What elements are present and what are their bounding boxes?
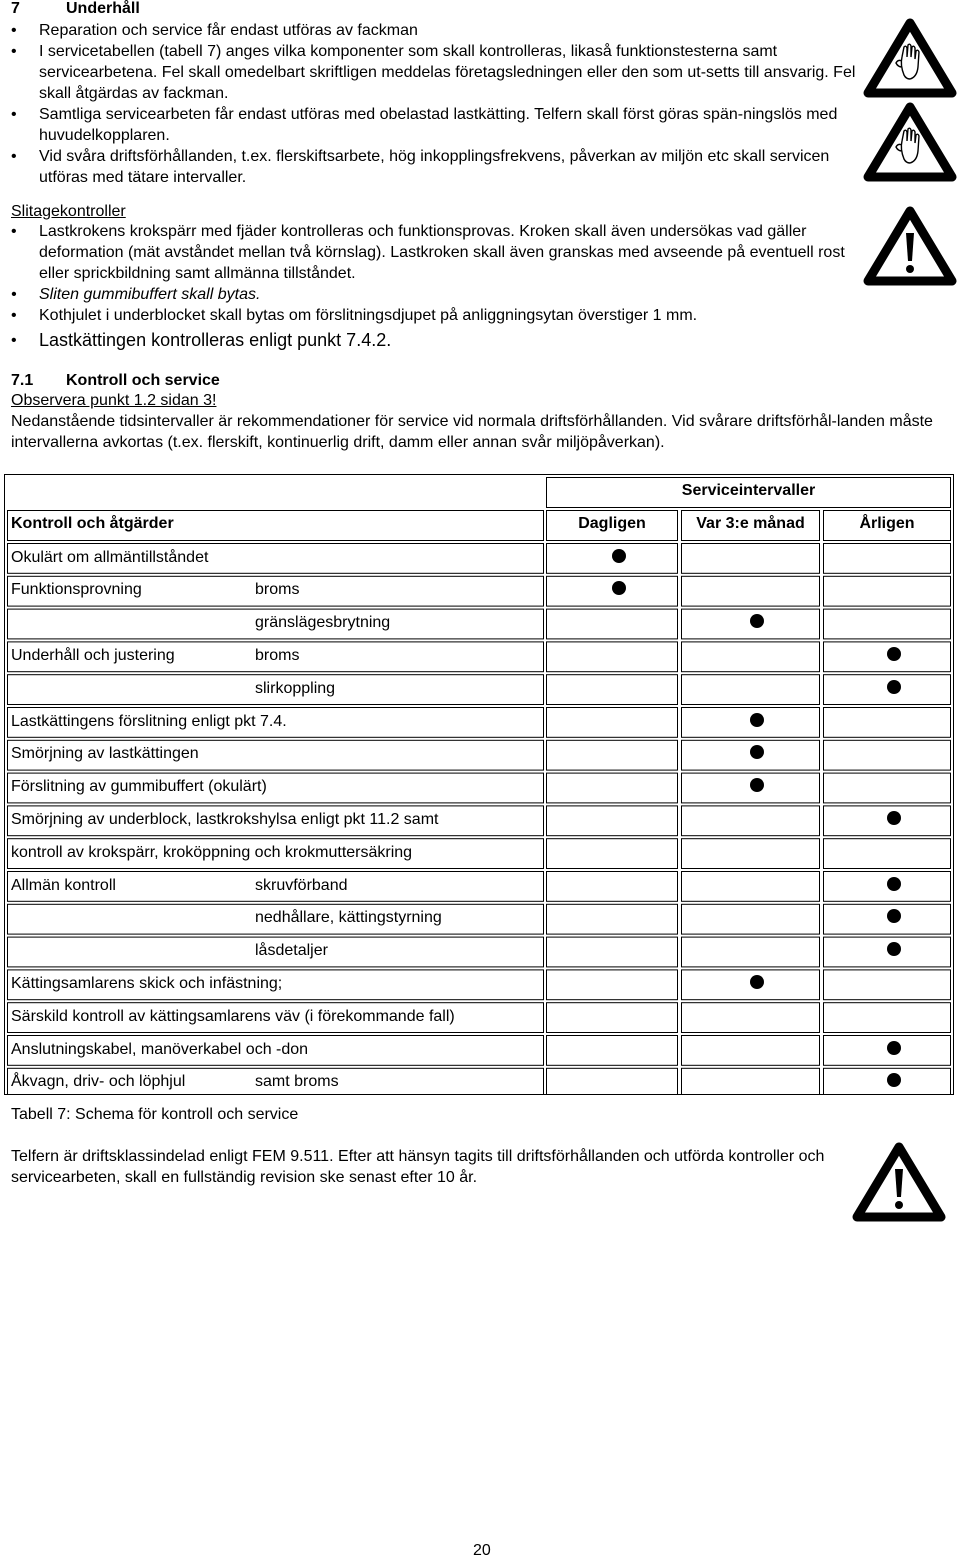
table-cell-box: [682, 1036, 820, 1066]
table-caption: Tabell 7: Schema för kontroll och service: [11, 1106, 299, 1123]
table-cell-box: [824, 773, 951, 803]
row-sublabel: nedhållare, kättingstyrning: [255, 909, 442, 927]
interval-dot-quarterly: [750, 614, 764, 628]
table-cell-box: [547, 1003, 678, 1033]
subsection-title: Kontroll och service: [66, 372, 220, 389]
table-cell-box: [824, 708, 951, 738]
row-label: kontroll av krokspärr, kroköppning och krokmuttersäkring: [11, 843, 413, 861]
table-cell-box: [547, 806, 678, 836]
service-table: [4, 474, 954, 1095]
table-cell-box: [682, 576, 820, 606]
section-title: Underhåll: [66, 0, 140, 17]
row-sublabel: gränslägesbrytning: [255, 614, 391, 632]
row-sublabel: skruvförband: [255, 876, 348, 894]
table-cell-box: [682, 937, 820, 967]
table-cell-box: [682, 675, 820, 705]
row-sublabel: broms: [255, 581, 300, 599]
table-cell-box: [682, 872, 820, 902]
interval-dot-yearly: [887, 877, 901, 891]
subsection-heading: [11, 370, 220, 391]
column-header-daily: Dagligen: [578, 515, 646, 532]
list-item: • I servicetabellen (tabell 7) anges vilka komponenter som skall kontrolleras, likaså funktionstesterna samt servicearbetena. Fel skall omedelbart skriftligen meddelas företagsledningen eller den som ut-setts till ansvarig. Fel skall åtgärdas av fackman.: [11, 41, 856, 104]
interval-dot-quarterly: [750, 778, 764, 792]
interval-dot-yearly: [887, 680, 901, 694]
table-cell-box: [547, 740, 678, 770]
exclamation-warning-icon: [851, 1141, 947, 1223]
subsection-number: 7.1: [11, 372, 34, 389]
column-header-main: Kontroll och åtgärder: [11, 515, 174, 532]
exclamation-warning-icon: [862, 205, 958, 287]
table-cell-box: [824, 839, 951, 869]
table-cell-box: [547, 937, 678, 967]
column-header-yearly: Årligen: [859, 515, 915, 532]
list-item: • Lastkättingen kontrolleras enligt punkt 7.4.2.: [11, 326, 856, 352]
interval-dot-yearly: [887, 647, 901, 661]
table-cell-box: [547, 839, 678, 869]
table-cell-box: [547, 904, 678, 934]
section-number: 7: [11, 0, 20, 17]
table-cell-box: [547, 642, 678, 672]
list-item: • Kothjulet i underblocket skall bytas om förslitningsdjupet på anliggningsytan överstiger 1 mm.: [11, 305, 856, 326]
row-label: Allmän kontroll: [11, 876, 116, 894]
row-label: Åkvagn, driv- och löphjul: [11, 1073, 186, 1091]
wear-bullet-list: [11, 221, 856, 352]
hand-warning-icon: [862, 101, 958, 183]
row-label: Funktionsprovning: [11, 581, 142, 599]
interval-dot-quarterly: [750, 713, 764, 727]
table-cell-box: [547, 872, 678, 902]
interval-dot-yearly: [887, 942, 901, 956]
table-cell-box: [824, 544, 951, 574]
row-label: Underhåll och justering: [11, 646, 175, 664]
table-cell-box: [547, 609, 678, 639]
row-label: Smörjning av underblock, lastkrokshylsa enligt pkt 11.2 samt: [11, 810, 439, 828]
list-item: • Samtliga servicearbeten får endast utföras med obelastad lastkätting. Telfern skall först göras spän-ningslös med huvudelkopplaren.: [11, 104, 856, 146]
row-label: Anslutningskabel, manöverkabel och -don: [11, 1040, 309, 1058]
table-cell-box: [824, 609, 951, 639]
row-label: Kättingsamlarens skick och infästning;: [11, 974, 283, 992]
interval-dot-yearly: [887, 1041, 901, 1055]
row-sublabel: samt broms: [255, 1073, 339, 1091]
list-item: • Sliten gummibuffert skall bytas.: [11, 284, 856, 305]
row-label: Smörjning av lastkättingen: [11, 745, 199, 763]
table-cell-box: [547, 1068, 678, 1095]
table-cell-box: [682, 904, 820, 934]
table-cell-box: [682, 1003, 820, 1033]
row-label: Särskild kontroll av kättingsamlarens väv (i förekommande fall): [11, 1007, 455, 1025]
table-cell-box: [682, 642, 820, 672]
row-sublabel: låsdetaljer: [255, 942, 328, 960]
column-header-quarterly: Var 3:e månad: [696, 515, 805, 532]
row-sublabel: slirkoppling: [255, 679, 336, 697]
table-cell-box: [682, 806, 820, 836]
row-sublabel: broms: [255, 646, 300, 664]
closing-paragraph: Telfern är driftsklassindelad enligt FEM 9.511. Efter att hänsyn tagits till driftsförhållanden och utförda kontroller och servicearbeten, skall en fullständig revision ske senast efter 10 år.: [11, 1148, 825, 1186]
maintenance-bullet-list: [11, 20, 856, 188]
table-cell-box: [682, 839, 820, 869]
group-header: Serviceintervaller: [681, 482, 816, 499]
interval-dot-daily: [612, 549, 626, 563]
table-cell-box: [824, 740, 951, 770]
table-cell-box: [547, 675, 678, 705]
page-number: 20: [473, 1542, 491, 1559]
list-item: • Reparation och service får endast utföras av fackman: [11, 20, 856, 41]
table-cell-box: [824, 970, 951, 1000]
row-label: Lastkättingens förslitning enligt pkt 7.4.: [11, 712, 287, 730]
interval-dot-yearly: [887, 811, 901, 825]
table-cell-box: [547, 1036, 678, 1066]
table-cell-box: [824, 1003, 951, 1033]
table-cell-box: [547, 970, 678, 1000]
hand-warning-icon: [862, 17, 958, 99]
row-label: Okulärt om allmäntillståndet: [11, 548, 209, 566]
reference-note: Observera punkt 1.2 sidan 3!: [11, 392, 217, 409]
table-cell-box: [682, 544, 820, 574]
table-cell-box: [547, 773, 678, 803]
wear-heading: Slitagekontroller: [11, 203, 126, 220]
table-cell-box: [824, 576, 951, 606]
row-label: Förslitning av gummibuffert (okulärt): [11, 778, 267, 796]
intro-paragraph: Nedanstående tidsintervaller är rekommendationer för service vid normala driftsförhållanden. Vid svårare driftsförhål-landen måste intervallerna avkortas (t.ex. flerskift, kontinuerlig drift, damm eller annan svår miljöpåverkan).: [11, 413, 933, 451]
table-cell-box: [682, 1068, 820, 1095]
list-item: • Lastkrokens krokspärr med fjäder kontrolleras och funktionsprovas. Kroken skall även undersökas vad gäller deformation (mät avståndet mellan två körnslag). Lastkroken skall även granskas med avseende på eventuell rost eller sprickbildning samt allmänna tillståndet.: [11, 221, 856, 284]
table-cell-box: [547, 708, 678, 738]
list-item: • Vid svåra driftsförhållanden, t.ex. flerskiftsarbete, hög inkopplingsfrekvens, påverkan av miljön etc skall servicen utföras med tätare intervaller.: [11, 146, 856, 188]
interval-dot-quarterly: [750, 975, 764, 989]
section-heading: [11, 0, 140, 18]
